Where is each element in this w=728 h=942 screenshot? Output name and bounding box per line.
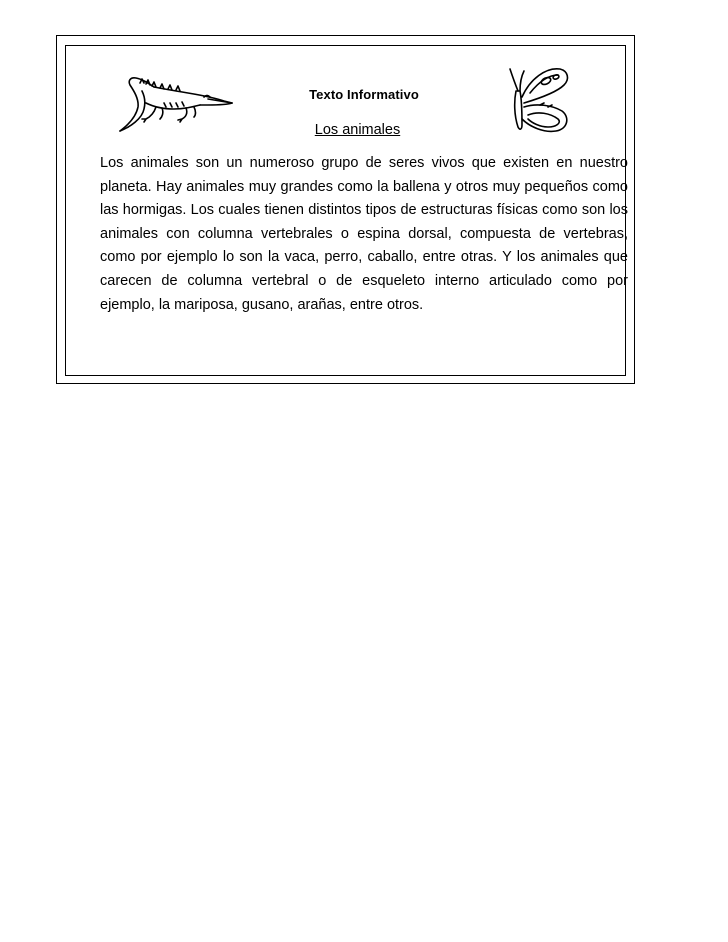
document-heading: Texto Informativo <box>309 87 419 102</box>
document-subheading: Los animales <box>314 122 401 138</box>
body-paragraph: Los animales son un numeroso grupo de seres vivos que existen en nuestro planeta. Hay animales muy grandes como la ballena y otros muy pequeños como las hormigas. Los cuales tienen distintos tipos de estructuras físicas como son los animales con columna vertebrales o espina dorsal, compuesta de vertebras, como por ejemplo lo son la vaca, perro, caballo, entre otras. Y los animales que carecen de columna vertebral o de esqueleto interno articulado como por ejemplo, la mariposa, gusano, arañas, entre otros. <box>100 155 628 313</box>
